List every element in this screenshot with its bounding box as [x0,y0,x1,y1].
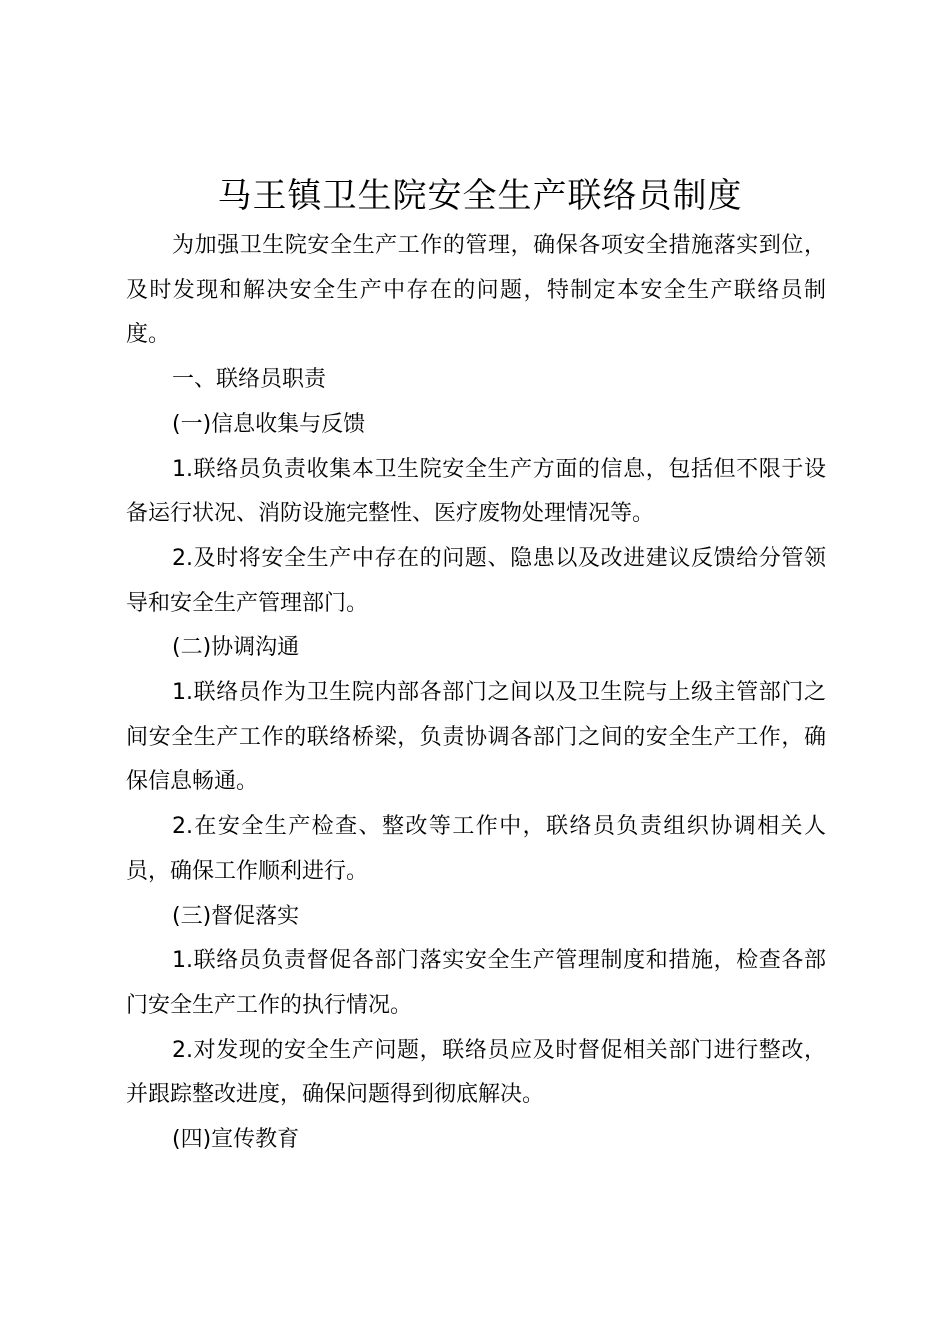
subsection-heading-education: (四)宣传教育 [172,1127,300,1153]
section-heading-duties: 一、联络员职责 [172,367,327,393]
paragraph-supervision-2: 2.对发现的安全生产问题，联络员应及时督促相关部门进行整改，并跟踪整改进度，确保问题得到彻底解决。 [126,1037,826,1108]
paragraph-info-1: 1.联络员负责收集本卫生院安全生产方面的信息，包括但不限于设备运行状况、消防设施完整性、医疗废物处理情况等。 [126,456,826,527]
document-body [126,224,826,1163]
intro-paragraph: 为加强卫生院安全生产工作的管理，确保各项安全措施落实到位，及时发现和解决安全生产中存在的问题，特制定本安全生产联络员制度。 [126,233,826,348]
paragraph-info-2: 2.及时将安全生产中存在的问题、隐患以及改进建议反馈给分管领导和安全生产管理部门。 [126,545,826,616]
paragraph-coordination-2: 2.在安全生产检查、整改等工作中，联络员负责组织协调相关人员，确保工作顺利进行。 [126,814,826,884]
paragraph-coordination-1: 1.联络员作为卫生院内部各部门之间以及卫生院与上级主管部门之间安全生产工作的联络桥梁，负责协调各部门之间的安全生产工作，确保信息畅通。 [126,680,826,795]
document-title: 马王镇卫生院安全生产联络员制度 [217,176,743,216]
subsection-heading-info: (一)信息收集与反馈 [172,411,366,437]
subsection-heading-supervision: (三)督促落实 [172,903,300,929]
paragraph-supervision-1: 1.联络员负责督促各部门落实安全生产管理制度和措施，检查各部门安全生产工作的执行情况。 [126,948,826,1018]
subsection-heading-coordination: (二)协调沟通 [172,635,300,661]
